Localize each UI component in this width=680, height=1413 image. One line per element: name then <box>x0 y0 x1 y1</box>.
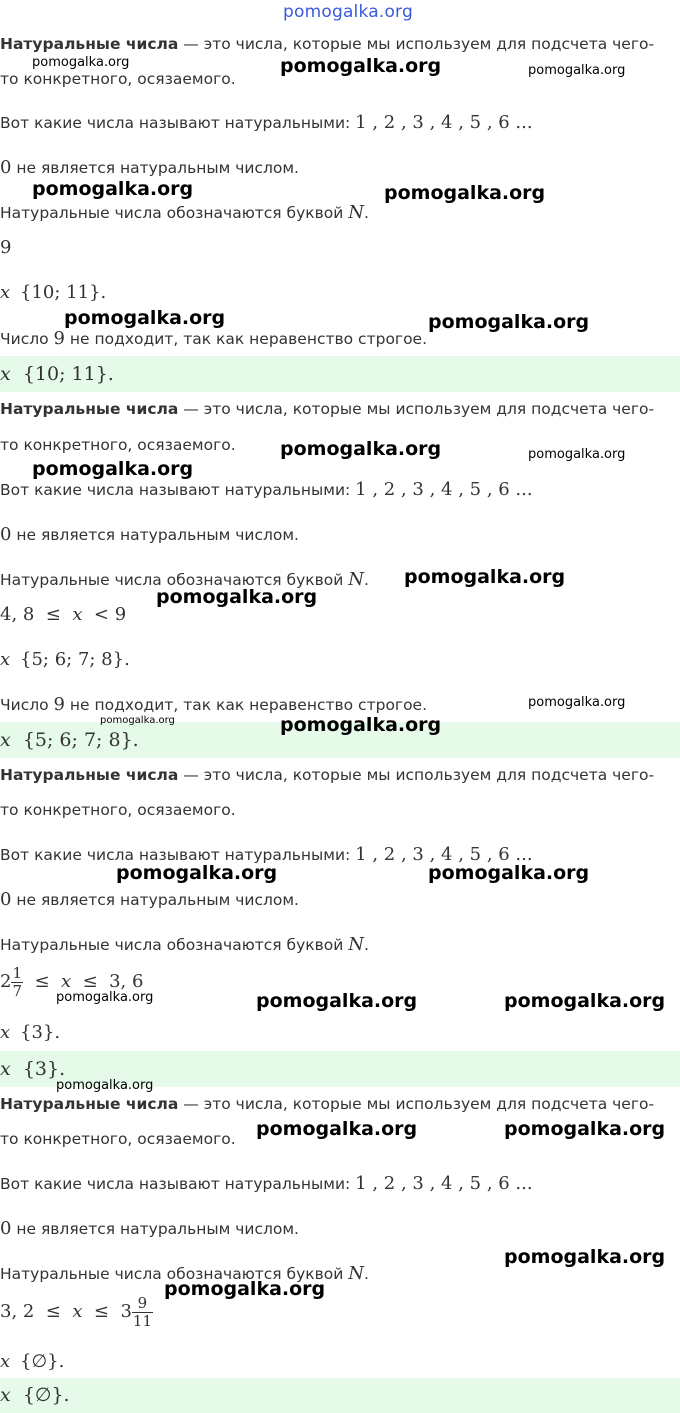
notation-label: Натуральные числа обозначаются буквой <box>0 571 349 589</box>
strict-note-text: не подходит, так как неравенство строгое. <box>65 696 428 714</box>
notation-line <box>0 569 680 591</box>
zero-note-line <box>0 524 680 546</box>
natural-list-label: Вот какие числа называют натуральными: <box>0 846 356 864</box>
definition-text: — это числа, которые мы используем для подсчета чего- <box>178 400 655 418</box>
watermark-logo: pomogalka.org <box>504 1246 666 1268</box>
solution-set-line <box>0 1022 680 1044</box>
strict-note-number: 9 <box>53 328 65 349</box>
answer-box <box>0 356 680 392</box>
natural-list-line <box>0 112 680 134</box>
natural-list-numbers: 1 , 2 , 3 , 4 , 5 , 6 ... <box>355 112 533 133</box>
inequality-fraction <box>132 1295 153 1330</box>
solution-set-line <box>0 649 680 671</box>
natural-list-numbers: 1 , 2 , 3 , 4 , 5 , 6 ... <box>355 479 533 500</box>
watermark-logo: pomogalka.org <box>164 1278 326 1300</box>
zero-note-line <box>0 889 680 911</box>
notation-letter: N <box>348 202 365 223</box>
notation-letter: N <box>348 934 365 955</box>
notation-letter: N <box>348 1263 365 1284</box>
inequality-whole-part: 2 <box>0 971 12 992</box>
watermark-logo: pomogalka.org <box>156 586 318 608</box>
notation-dot: . <box>364 936 369 954</box>
natural-list-label: Вот какие числа называют натуральными: <box>0 114 356 132</box>
inequality-line <box>0 1292 680 1334</box>
watermark-logo: pomogalka.org <box>504 990 666 1012</box>
solution-set: {∅}. <box>20 1351 65 1372</box>
inequality-fraction <box>11 965 23 1000</box>
definition-line-1 <box>0 398 680 420</box>
strict-note-prefix: Число <box>0 696 54 714</box>
inequality-left: 4, 8 ≤ <box>0 604 73 625</box>
watermark-logo: pomogalka.org <box>428 862 590 884</box>
zero-number: 0 <box>0 889 12 910</box>
notation-line <box>0 202 680 224</box>
fraction-denominator: 11 <box>132 1312 152 1330</box>
inequality-expression: 9 <box>0 237 12 258</box>
definition-text: — это числа, которые мы используем для подсчета чего- <box>178 35 655 53</box>
inequality-left: 3, 2 ≤ <box>0 1301 73 1322</box>
notation-dot: . <box>364 204 369 222</box>
natural-list-label: Вот какие числа называют натуральными: <box>0 481 356 499</box>
answer-set: {∅}. <box>22 1384 70 1406</box>
definition-line-2: то конкретного, осязаемого. <box>0 1130 236 1148</box>
answer-variable: x <box>0 363 11 385</box>
definition-term: Натуральные числа <box>0 1095 179 1113</box>
definition-term: Натуральные числа <box>0 766 179 784</box>
zero-note-line <box>0 1218 680 1240</box>
inequality-right: ≤ 3, 6 <box>71 971 144 992</box>
watermark-logo: pomogalka.org <box>280 438 442 460</box>
zero-note-text: не является натуральным числом. <box>11 159 299 177</box>
natural-list-numbers: 1 , 2 , 3 , 4 , 5 , 6 ... <box>355 844 533 865</box>
inequality-variable: x <box>72 604 83 625</box>
natural-list-label: Вот какие числа называют натуральными: <box>0 1175 356 1193</box>
watermark-logo: pomogalka.org <box>384 182 546 204</box>
watermark-logo: pomogalka.org <box>528 695 626 710</box>
zero-number: 0 <box>0 524 12 545</box>
watermark-logo: pomogalka.org <box>528 63 626 78</box>
fraction-numerator: 9 <box>132 1295 153 1313</box>
strict-note-number: 9 <box>53 694 65 715</box>
watermark-logo: pomogalka.org <box>116 862 278 884</box>
notation-letter: N <box>348 569 365 590</box>
zero-number: 0 <box>0 1218 12 1239</box>
watermark-logo: pomogalka.org <box>100 715 175 726</box>
definition-line-2: то конкретного, осязаемого. <box>0 70 236 88</box>
watermark-logo: pomogalka.org <box>283 2 413 22</box>
inequality-line <box>0 604 680 626</box>
definition-line-1 <box>0 1093 680 1115</box>
fraction-numerator: 1 <box>12 964 22 982</box>
answer-variable: x <box>0 1384 11 1406</box>
zero-number: 0 <box>0 157 12 178</box>
notation-label: Натуральные числа обозначаются буквой <box>0 1265 349 1283</box>
natural-list-line <box>0 479 680 501</box>
notation-label: Натуральные числа обозначаются буквой <box>0 204 349 222</box>
strict-note-text: не подходит, так как неравенство строгое. <box>65 330 428 348</box>
watermark-logo: pomogalka.org <box>256 990 418 1012</box>
notation-line <box>0 934 680 956</box>
definition-term: Натуральные числа <box>0 35 179 53</box>
zero-note-text: не является натуральным числом. <box>11 1220 299 1238</box>
answer-variable: x <box>0 1058 11 1080</box>
watermark-logo: pomogalka.org <box>32 55 130 70</box>
watermark-logo: pomogalka.org <box>32 178 194 200</box>
solution-variable: x <box>0 282 11 303</box>
natural-list-line <box>0 1173 680 1195</box>
answer-box <box>0 1378 680 1413</box>
watermark-logo: pomogalka.org <box>404 566 566 588</box>
answer-set: {5; 6; 7; 8}. <box>22 729 139 751</box>
definition-term: Натуральные числа <box>0 400 179 418</box>
watermark-logo: pomogalka.org <box>64 307 226 329</box>
inequality-right: < 9 <box>82 604 127 625</box>
zero-note-line <box>0 157 680 179</box>
solution-variable: x <box>0 1351 11 1372</box>
watermark-logo: pomogalka.org <box>56 1078 154 1093</box>
watermark-logo: pomogalka.org <box>280 714 442 736</box>
fraction-denominator: 7 <box>12 982 22 1000</box>
definition-line-1 <box>0 33 680 55</box>
natural-list-numbers: 1 , 2 , 3 , 4 , 5 , 6 ... <box>355 1173 533 1194</box>
notation-label: Натуральные числа обозначаются буквой <box>0 936 349 954</box>
inequality-variable: x <box>60 971 72 992</box>
solution-set-line <box>0 1351 680 1373</box>
definition-line-2: то конкретного, осязаемого. <box>0 801 236 819</box>
watermark-logo: pomogalka.org <box>280 55 442 77</box>
watermark-logo: pomogalka.org <box>56 990 154 1005</box>
notation-dot: . <box>364 1265 369 1283</box>
watermark-logo: pomogalka.org <box>528 447 626 462</box>
zero-note-text: не является натуральным числом. <box>11 526 299 544</box>
answer-set: {3}. <box>22 1058 66 1080</box>
definition-text: — это числа, которые мы используем для подсчета чего- <box>178 766 655 784</box>
watermark-logo: pomogalka.org <box>428 311 590 333</box>
strict-note-prefix: Число <box>0 330 54 348</box>
answer-set: {10; 11}. <box>22 363 114 385</box>
watermark-logo: pomogalka.org <box>256 1118 418 1140</box>
definition-line-2: то конкретного, осязаемого. <box>0 436 236 454</box>
solution-set: {10; 11}. <box>20 282 107 303</box>
watermark-logo: pomogalka.org <box>32 458 194 480</box>
solution-variable: x <box>0 649 11 670</box>
answer-variable: x <box>0 729 11 751</box>
solution-set: {5; 6; 7; 8}. <box>20 649 130 670</box>
notation-dot: . <box>364 571 369 589</box>
solution-set: {3}. <box>20 1022 61 1043</box>
watermark-logo: pomogalka.org <box>504 1118 666 1140</box>
inequality-variable: x <box>72 1301 83 1322</box>
solution-set-line <box>0 282 680 304</box>
inequality-middle: ≤ 3 <box>82 1301 132 1322</box>
definition-line-1 <box>0 764 680 786</box>
zero-note-text: не является натуральным числом. <box>11 891 299 909</box>
solution-variable: x <box>0 1022 11 1043</box>
inequality-line <box>0 237 680 259</box>
definition-text: — это числа, которые мы используем для подсчета чего- <box>178 1095 655 1113</box>
inequality-middle: ≤ <box>23 971 61 992</box>
